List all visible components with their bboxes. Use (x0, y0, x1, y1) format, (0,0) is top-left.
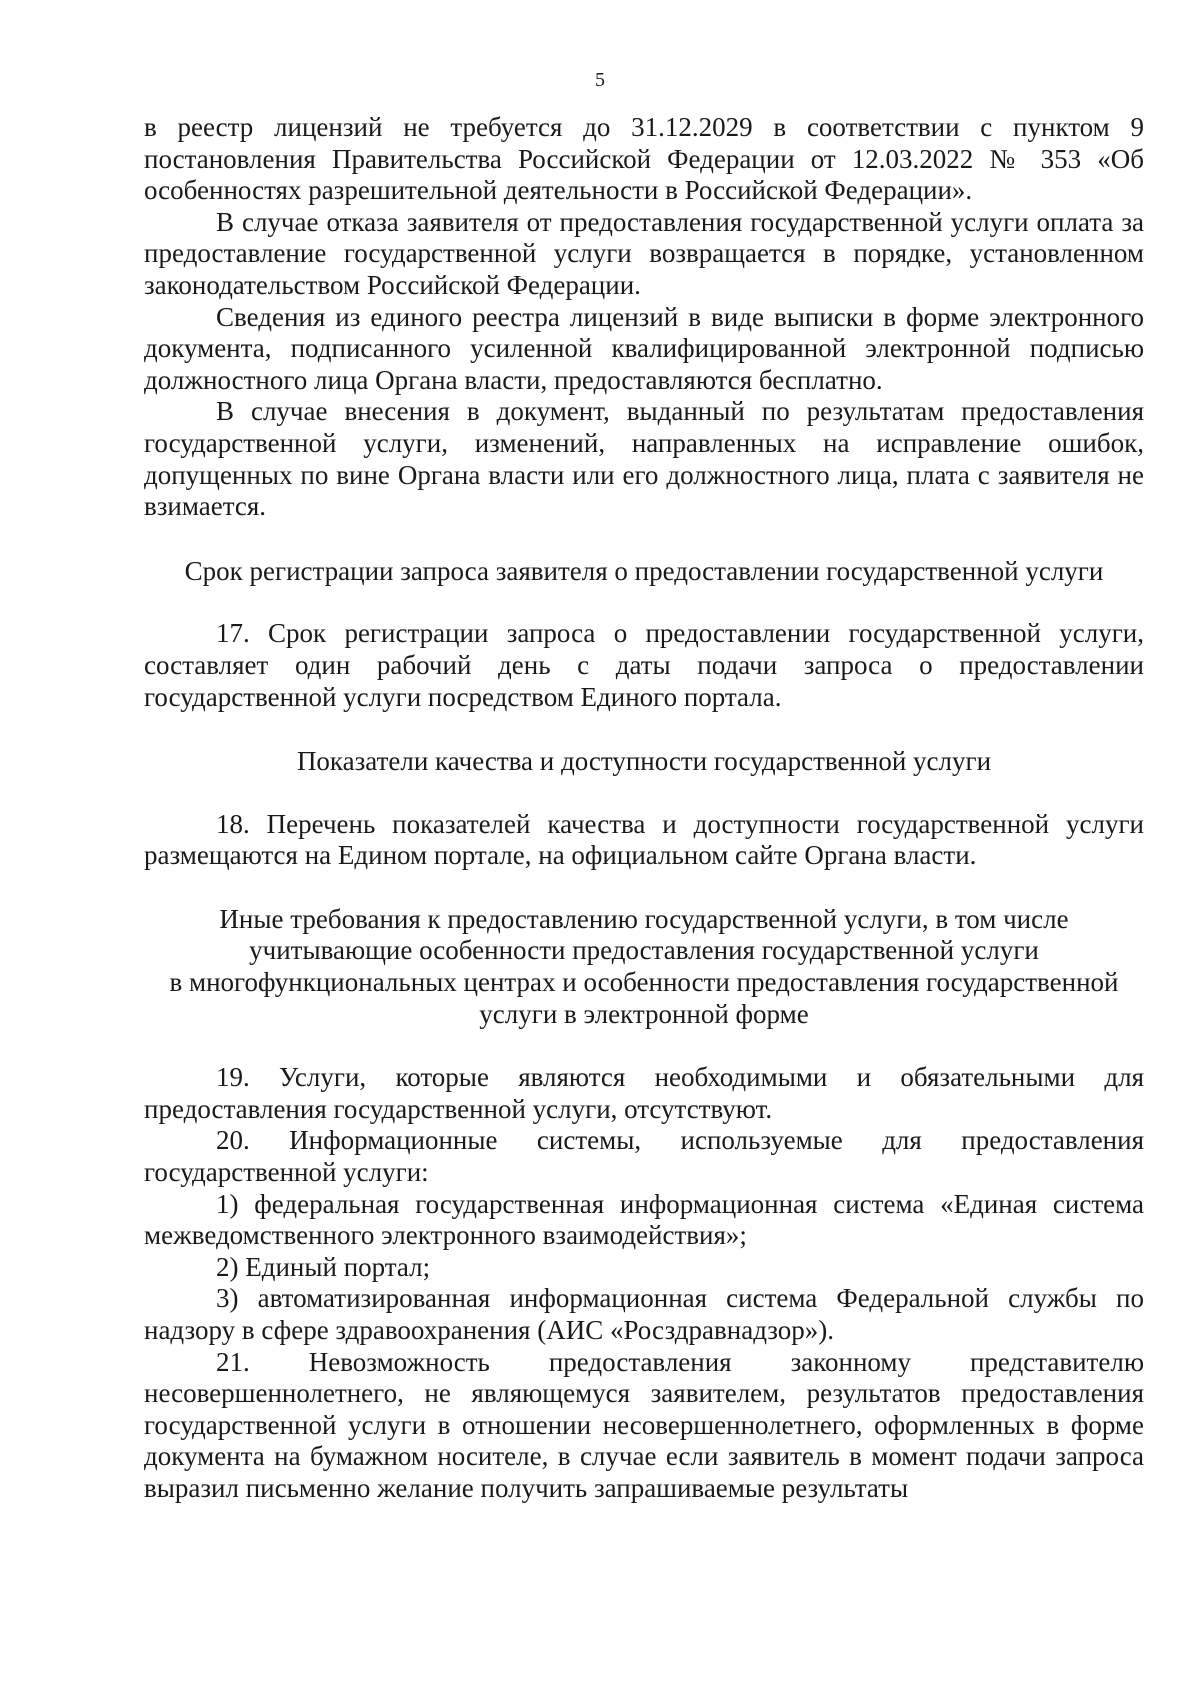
list-item-3: 3) автоматизированная информационная система Федеральной службы по надзору в сфере здравоохранения (АИС «Росздравнадзор»). (144, 1283, 1144, 1345)
paragraph-registry-extract: Сведения из единого реестра лицензий в виде выписки в форме электронного документа, подписанного усиленной квалифицированной электронной подписью должностного лица Органа власти, предоставляются бесплатно. (144, 301, 1144, 395)
paragraph-error-correction: В случае внесения в документ, выданный по результатам предоставления государственной услуги, изменений, направленных на исправление ошибок, допущенных по вине Органа власти или его должностного лица, плата с заявителя не взимается. (144, 396, 1144, 522)
list-item-2: 2) Единый портал; (216, 1251, 431, 1282)
paragraph-item-18: 18. Перечень показателей качества и доступности государственной услуги размещаются на Едином портале, на официальном сайте Органа власти. (144, 808, 1144, 871)
page-number: 5 (595, 69, 605, 91)
paragraph-item-19: 19. Услуги, которые являются необходимыми и обязательными для предоставления государственной услуги, отсутствуют. (144, 1062, 1144, 1124)
section-heading-quality-indicators: Показатели качества и доступности государственной услуги (296, 746, 992, 777)
document-body (144, 112, 1144, 1505)
heading-line: услуги в электронной форме (479, 998, 809, 1029)
heading-line: Иные требования к предоставлению государственной услуги, в том числе (219, 903, 1069, 934)
paragraph-item-21: 21. Невозможность предоставления законному представителю несовершеннолетнего, не являющемуся заявителем, результатов предоставления государственной услуги в отношении несовершеннолетнего, оформленных в форме документа на бумажном носителе, в случае если заявитель в момент подачи запроса выразил письменно желание получить запрашиваемые результаты (144, 1346, 1144, 1503)
paragraph-license-registry: в реестр лицензий не требуется до 31.12.2029 в соответствии с пунктом 9 постановления Правительства Российской Федерации от 12.03.2022 № 353 «Об особенностях разрешительной деятельности в Российской Федерации». (144, 112, 1144, 206)
list-item-1: 1) федеральная государственная информационная система «Единая система межведомственного электронного взаимодействия»; (144, 1188, 1144, 1251)
paragraph-refusal-refund: В случае отказа заявителя от предоставления государственной услуги оплата за предоставление государственной услуги возвращается в порядке, установленном законодательством Российской Федерации. (144, 206, 1144, 300)
section-heading-other-requirements (144, 904, 1144, 1030)
paragraph-item-20: 20. Информационные системы, используемые для предоставления государственной услуги: (144, 1125, 1144, 1188)
heading-line: в многофункциональных центрах и особенности предоставления государственной (169, 967, 1119, 998)
section-heading-registration-term: Срок регистрации запроса заявителя о предоставлении государственной услуги (184, 555, 1104, 586)
heading-line: учитывающие особенности предоставления государственной услуги (249, 935, 1039, 966)
paragraph-item-17: 17. Срок регистрации запроса о предоставлении государственной услуги, составляет один рабочий день с даты подачи запроса о предоставлении государственной услуги посредством Единого портала. (144, 618, 1144, 712)
